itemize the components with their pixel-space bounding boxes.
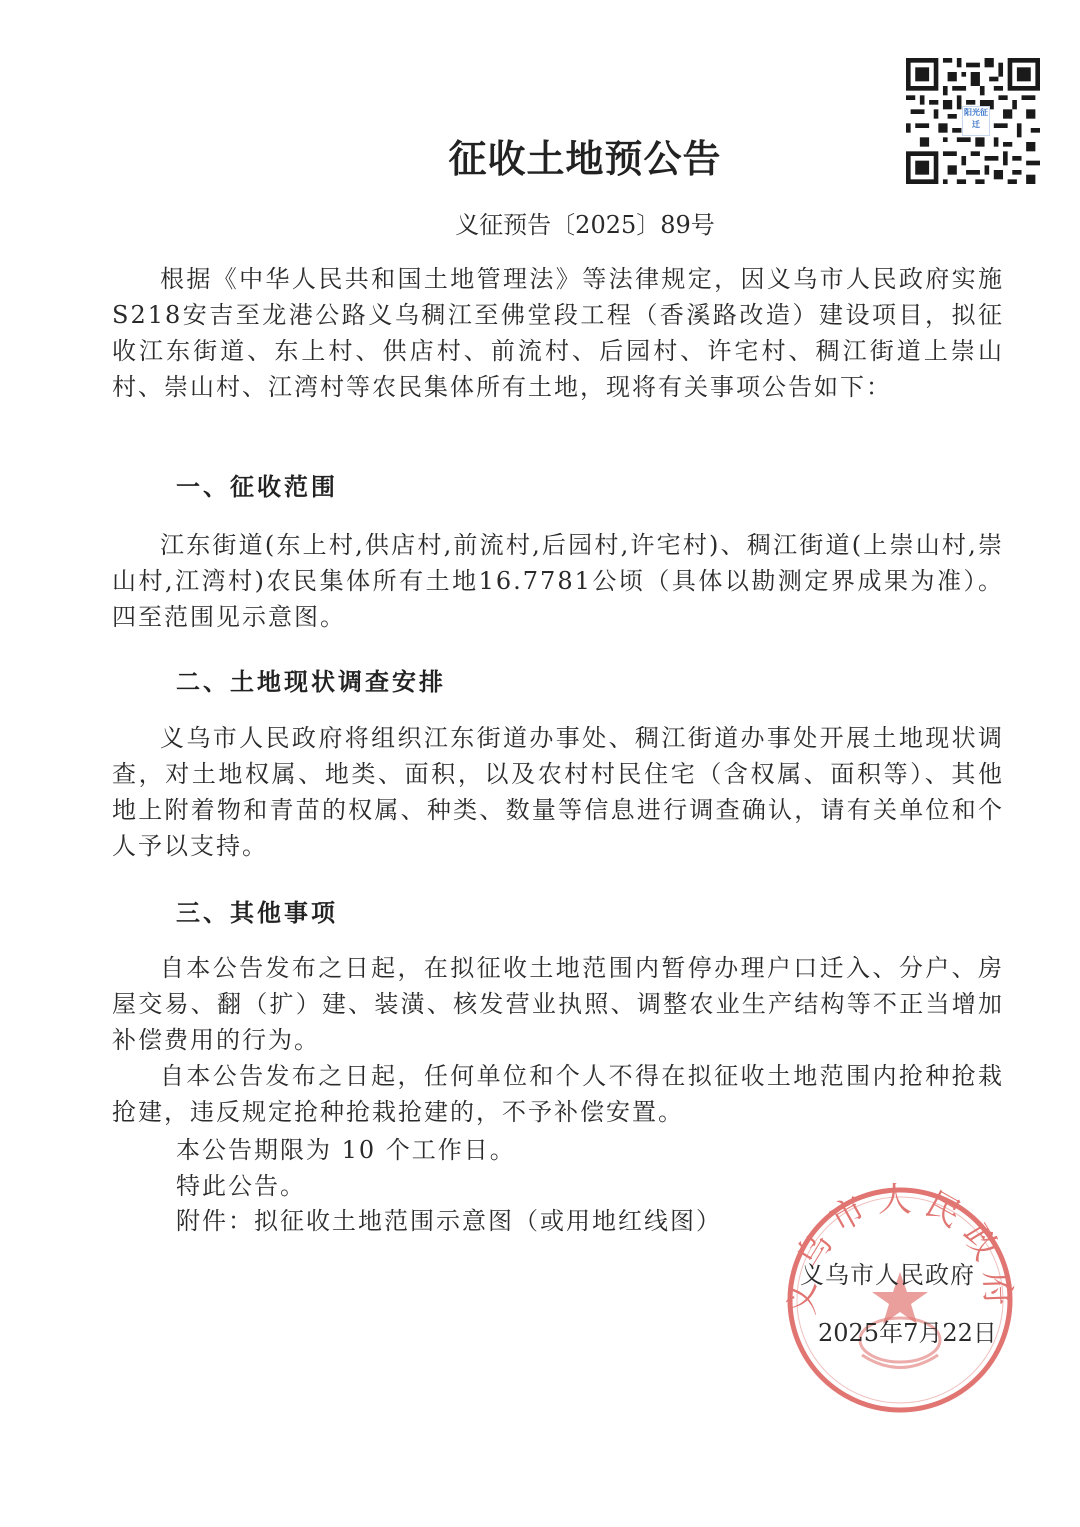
document-number: 义征预告〔2025〕89号 [455,211,715,239]
section-body-other-2: 自本公告发布之日起，任何单位和个人不得在拟征收土地范围内抢种抢栽抢建，违反规定抢种抢栽抢建的，不予补偿安置。 [112,1062,1004,1126]
closing-text: 特此公告。 [176,1172,306,1200]
notice-period: 本公告期限为 10 个工作日。 [176,1136,516,1164]
section-heading-survey: 二、土地现状调查安排 [176,668,446,696]
seal-text: 义乌市人民政府 [782,1180,1018,1317]
page-title: 征收土地预公告 [448,136,722,181]
section-body-scope: 江东街道(东上村,供店村,前流村,后园村,许宅村)、稠江街道(上崇山村,崇山村,江湾村)农民集体所有土地16.7781公顷（具体以勘测定界成果为准）。四至范围见示意图。 [112,531,1004,631]
section-heading-other: 三、其他事项 [176,899,338,927]
issuer-name: 义乌市人民政府 [800,1261,975,1289]
issue-date: 2025年7月22日 [818,1319,997,1347]
intro-paragraph: 根据《中华人民共和国土地管理法》等法律规定，因义乌市人民政府实施S218安吉至龙港公路义乌稠江至佛堂段工程（香溪路改造）建设项目，拟征收江东街道、东上村、供店村、前流村、后园村、许宅村、稠江街道上崇山村、崇山村、江湾村等农民集体所有土地，现将有关事项公告如下： [112,265,1004,401]
seal-stamp-icon [780,1180,1020,1420]
attachment-line[interactable]: 附件：拟征收土地范围示意图（或用地红线图） [176,1207,722,1235]
section-body-other-1: 自本公告发布之日起，在拟征收土地范围内暂停办理户口迁入、分户、房屋交易、翻（扩）建、装潢、核发营业执照、调整农业生产结构等不正当增加补偿费用的行为。 [112,954,1004,1054]
section-heading-scope: 一、征收范围 [176,473,338,501]
qr-badge: 阳光征迁 [962,106,990,136]
section-body-survey: 义乌市人民政府将组织江东街道办事处、稠江街道办事处开展土地现状调查，对土地权属、地类、面积，以及农村村民住宅（含权属、面积等）、其他地上附着物和青苗的权属、种类、数量等信息进行调查确认，请有关单位和个人予以支持。 [112,724,1004,860]
official-seal [780,1180,1020,1420]
